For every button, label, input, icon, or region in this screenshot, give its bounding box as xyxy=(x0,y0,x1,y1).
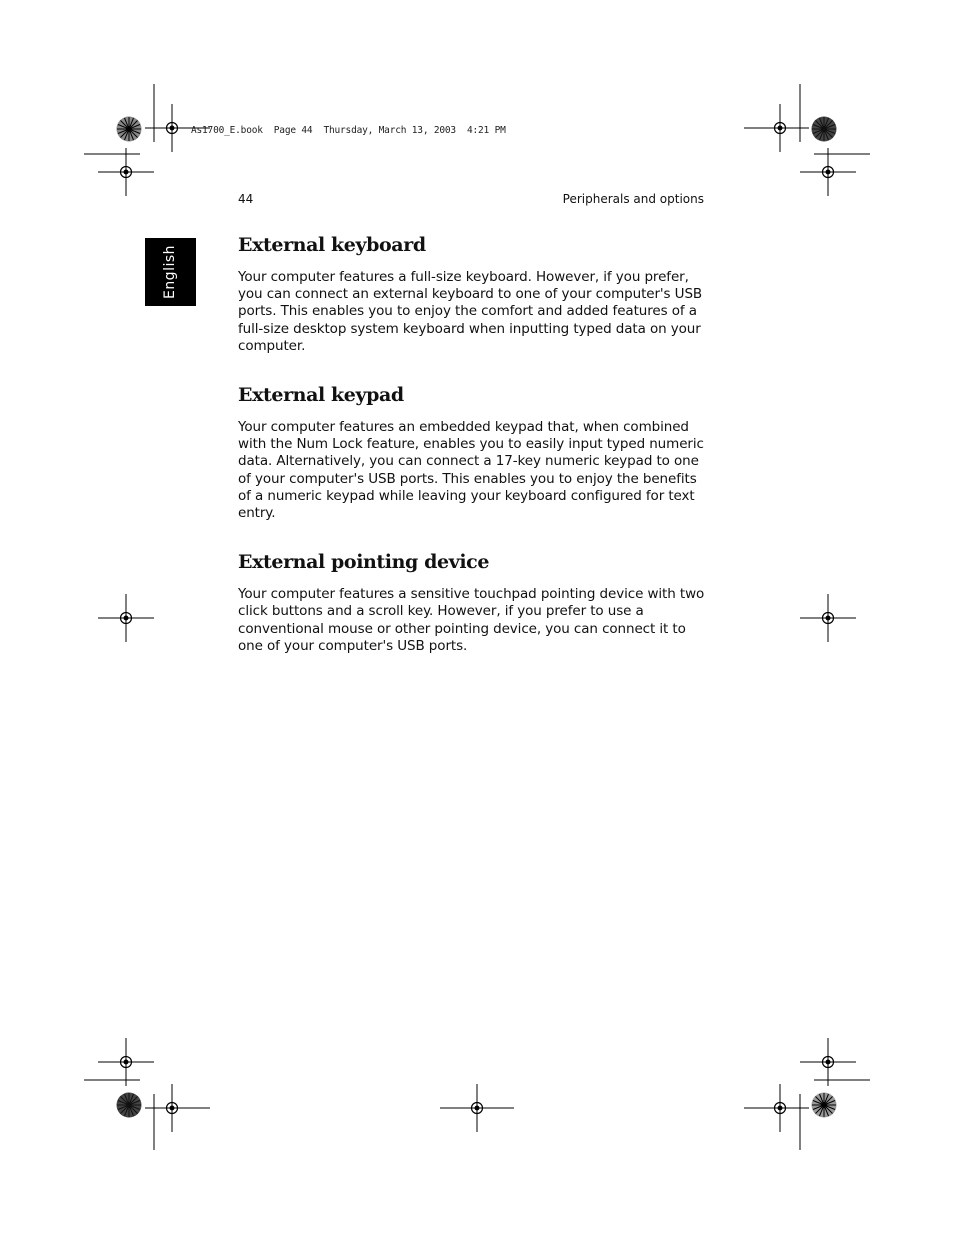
language-tab-label: English xyxy=(162,244,179,300)
section-body: Your computer features a full-size keyboard. However, if you prefer, you can connect an external keyboard to one of your computer's USB ports. This enables you to enjoy the comfort and added features of a full-size desktop system keyboard when inputting typed data on your computer. xyxy=(238,269,703,354)
section-heading: External pointing device xyxy=(238,551,490,574)
section-heading: External keyboard xyxy=(238,234,426,256)
starburst-mark-icon xyxy=(811,1092,837,1118)
section-heading: External keypad xyxy=(238,384,404,407)
starburst-mark-icon xyxy=(116,1092,142,1118)
starburst-mark-icon xyxy=(116,116,142,142)
page-number: 44 xyxy=(238,192,254,206)
starburst-mark-icon xyxy=(811,116,837,142)
section-body: Your computer features a sensitive touchpad pointing device with two click buttons and a scroll key. However, if you prefer to use a conventional mouse or other pointing device, you can connect it to one of your computer's USB ports. xyxy=(238,586,705,654)
section-body: Your computer features an embedded keypad that, when combined with the Num Lock feature, enables you to easily input typed numeric data. Alternatively, you can connect a 17-key numeric keypad to one of your computer's USB ports. This enables you to enjoy the benefits of a numeric keypad while leaving your keyboard configured for text entry. xyxy=(238,419,704,522)
print-slug: As1700_E.book Page 44 Thursday, March 13, 2003 4:21 PM xyxy=(191,125,506,136)
running-header: Peripherals and options xyxy=(562,192,704,206)
